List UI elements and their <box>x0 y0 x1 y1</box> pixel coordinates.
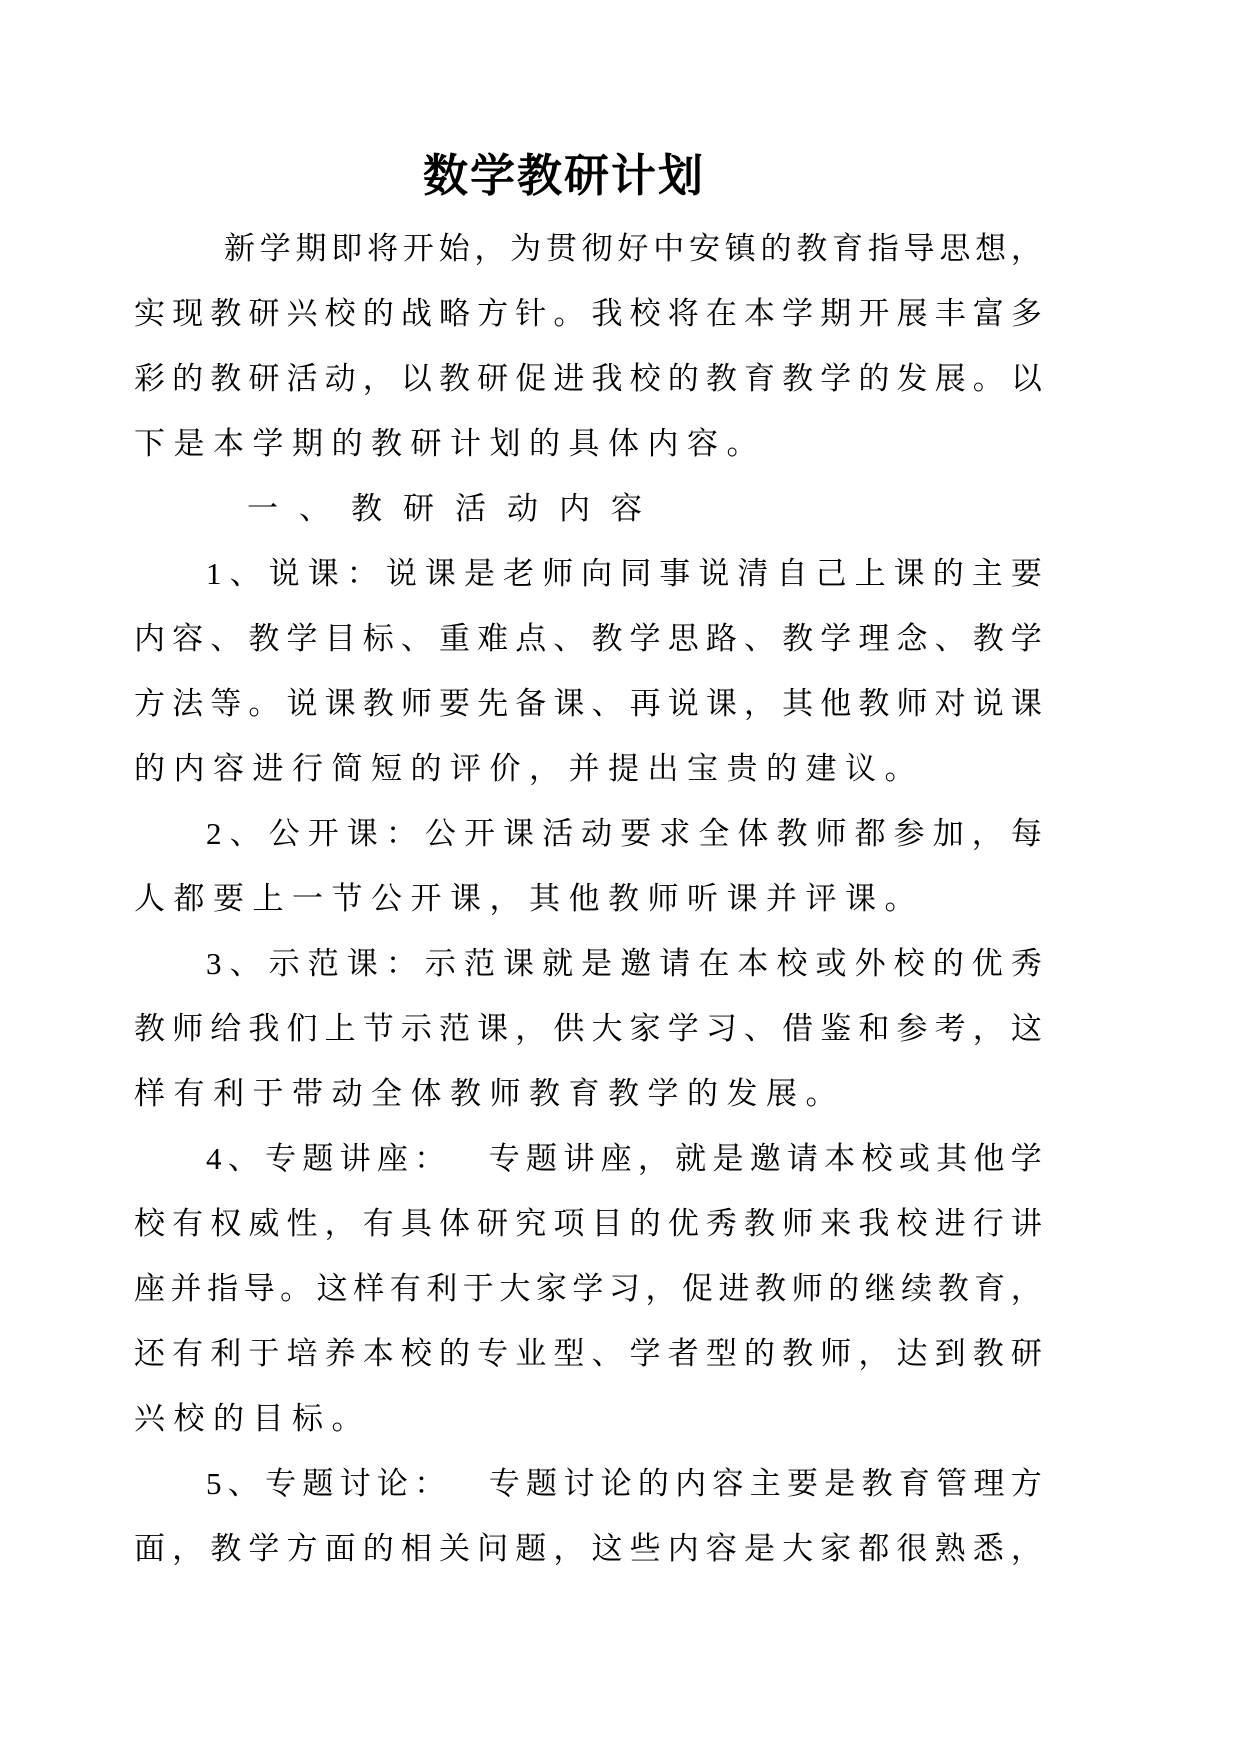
text-line: 校 有 权 威 性 ， 有 具 体 研 究 项 目 的 优 秀 教 师 来 我 校 进 行 讲 <box>134 1206 1042 1241</box>
text-line: 2 、 公 开 课 ： 公 开 课 活 动 要 求 全 体 教 师 都 参 加 ， 每 <box>206 816 1042 851</box>
text-line: 4 、 专 题 讲 座 ： 专 题 讲 座 ， 就 是 邀 请 本 校 或 其 他 学 <box>206 1141 1042 1176</box>
document-body <box>134 216 1042 1581</box>
text-line: 的内容进行简短的评价，并提出宝贵的建议。 <box>134 751 924 786</box>
text-line: 样有利于带动全体教师教育教学的发展。 <box>134 1076 845 1111</box>
text-line: 还 有 利 于 培 养 本 校 的 专 业 型 、 学 者 型 的 教 师 ， 达 到 教 研 <box>134 1336 1042 1371</box>
text-line: 教 师 给 我 们 上 节 示 范 课 ， 供 大 家 学 习 、 借 鉴 和 参 考 ， 这 <box>134 1011 1042 1046</box>
text-line: 一、教研活动内容 <box>247 491 663 526</box>
text-line: 实 现 教 研 兴 校 的 战 略 方 针 。 我 校 将 在 本 学 期 开 展 丰 富 多 <box>134 296 1042 331</box>
document-title: 数学教研计划 <box>422 151 705 201</box>
text-line: 下是本学期的教研计划的具体内容。 <box>134 426 766 461</box>
text-line: 内 容 、 教 学 目 标 、 重 难 点 、 教 学 思 路 、 教 学 理 念 、 教 学 <box>134 621 1042 656</box>
text-line: 座 并 指 导 。 这 样 有 利 于 大 家 学 习 ， 促 进 教 师 的 继 续 教 育 ， <box>134 1271 1042 1306</box>
text-line: 新 学 期 即 将 开 始 ， 为 贯 彻 好 中 安 镇 的 教 育 指 导 思 想 ， <box>224 231 1042 266</box>
text-line: 3 、 示 范 课 ： 示 范 课 就 是 邀 请 在 本 校 或 外 校 的 优 秀 <box>206 946 1042 981</box>
text-line: 兴校的目标。 <box>134 1401 371 1436</box>
text-line: 人都要上一节公开课，其他教师听课并评课。 <box>134 881 924 916</box>
text-line: 方 法 等 。 说 课 教 师 要 先 备 课 、 再 说 课 ， 其 他 教 师 对 说 课 <box>134 686 1042 721</box>
text-line: 彩 的 教 研 活 动 ， 以 教 研 促 进 我 校 的 教 育 教 学 的 发 展 。 以 <box>134 361 1042 396</box>
text-line: 面 ， 教 学 方 面 的 相 关 问 题 ， 这 些 内 容 是 大 家 都 很 熟 悉 ， <box>134 1531 1042 1566</box>
text-line: 1 、 说 课 ： 说 课 是 老 师 向 同 事 说 清 自 己 上 课 的 主 要 <box>206 556 1042 591</box>
text-line: 5 、 专 题 讨 论 ： 专 题 讨 论 的 内 容 主 要 是 教 育 管 理 方 <box>206 1466 1042 1501</box>
